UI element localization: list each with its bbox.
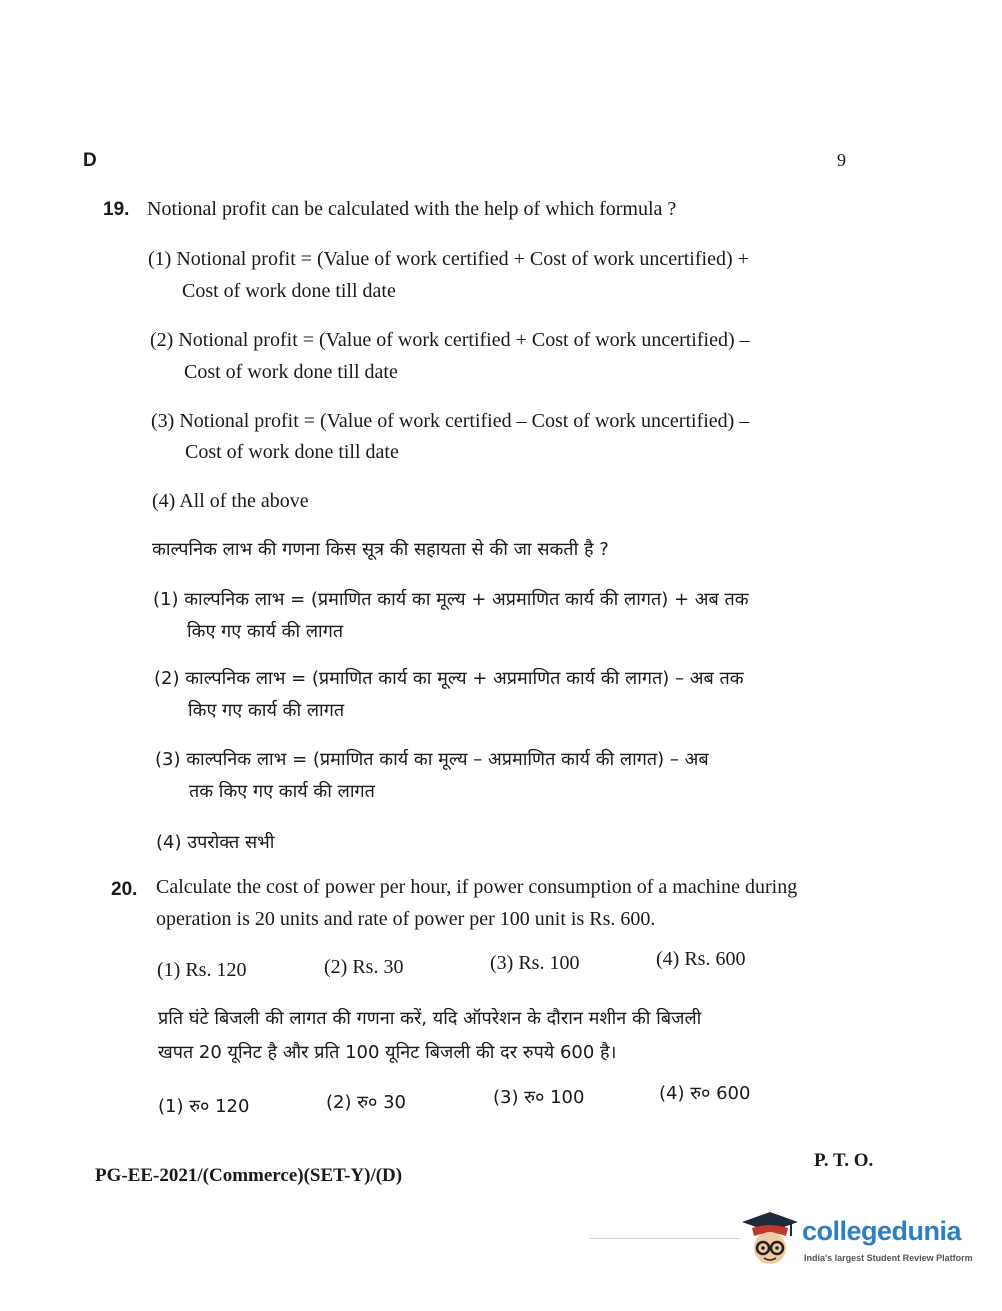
question-text-hi-line2: खपत 20 यूनिट है और प्रति 100 यूनिट बिजली की दर रुपये 600 है। — [158, 1042, 617, 1063]
option-hi-3-line1: (3) काल्पनिक लाभ = (प्रमाणित कार्य का मूल्य – अप्रमाणित कार्य की लागत) – अब — [155, 749, 709, 770]
option-en-2-line2: Cost of work done till date — [184, 361, 398, 383]
option-en-3-line1: (3) Notional profit = (Value of work certified – Cost of work uncertified) – — [151, 410, 750, 432]
option-en-1-line1: (1) Notional profit = (Value of work certified + Cost of work uncertified) + — [148, 248, 749, 270]
option-en-1-line2: Cost of work done till date — [182, 280, 396, 302]
paper-code: PG-EE-2021/(Commerce)(SET-Y)/(D) — [95, 1165, 403, 1186]
mascot-icon — [740, 1208, 800, 1270]
option-hi-4: (4) उपरोक्त सभी — [156, 832, 275, 853]
option-hi-2: (2) रु० 30 — [326, 1092, 406, 1113]
option-en-1: (1) Rs. 120 — [157, 959, 247, 981]
option-en-4: (4) Rs. 600 — [656, 948, 746, 970]
page-number: 9 — [837, 150, 846, 170]
option-hi-1: (1) रु० 120 — [158, 1096, 250, 1117]
question-text-en-line2: operation is 20 units and rate of power per 100 unit is Rs. 600. — [156, 908, 656, 930]
option-hi-3-line2: तक किए गए कार्य की लागत — [189, 781, 375, 802]
logo-brand-text: collegedunia — [802, 1216, 962, 1246]
logo-divider — [590, 1238, 740, 1239]
option-hi-2-line1: (2) काल्पनिक लाभ = (प्रमाणित कार्य का मूल्य + अप्रमाणित कार्य की लागत) – अब तक — [154, 668, 744, 689]
option-en-2: (2) Rs. 30 — [324, 956, 404, 978]
question-number: 19. — [103, 199, 130, 220]
option-hi-4: (4) रु० 600 — [659, 1083, 751, 1104]
set-letter: D — [83, 150, 97, 171]
option-en-4: (4) All of the above — [152, 490, 309, 512]
option-en-2-line1: (2) Notional profit = (Value of work certified + Cost of work uncertified) – — [150, 329, 750, 351]
option-hi-3: (3) रु० 100 — [493, 1087, 585, 1108]
question-text-hi: काल्पनिक लाभ की गणना किस सूत्र की सहायता से की जा सकती है ? — [152, 539, 609, 560]
option-hi-1-line1: (1) काल्पनिक लाभ = (प्रमाणित कार्य का मूल्य + अप्रमाणित कार्य की लागत) + अब तक — [153, 589, 749, 610]
collegedunia-logo — [740, 1208, 980, 1278]
question-text-en-line1: Calculate the cost of power per hour, if power consumption of a machine during — [156, 876, 798, 898]
option-hi-2-line2: किए गए कार्य की लागत — [188, 700, 345, 721]
option-en-3: (3) Rs. 100 — [490, 952, 580, 974]
pto-label: P. T. O. — [814, 1150, 874, 1171]
question-text-hi-line1: प्रति घंटे बिजली की लागत की गणना करें, यदि ऑपरेशन के दौरान मशीन की बिजली — [158, 1008, 702, 1029]
logo-tagline: India's largest Student Review Platform — [804, 1253, 973, 1263]
option-hi-1-line2: किए गए कार्य की लागत — [187, 621, 344, 642]
option-en-3-line2: Cost of work done till date — [185, 441, 399, 463]
question-text-en: Notional profit can be calculated with the help of which formula ? — [147, 198, 677, 220]
question-number: 20. — [111, 879, 138, 900]
